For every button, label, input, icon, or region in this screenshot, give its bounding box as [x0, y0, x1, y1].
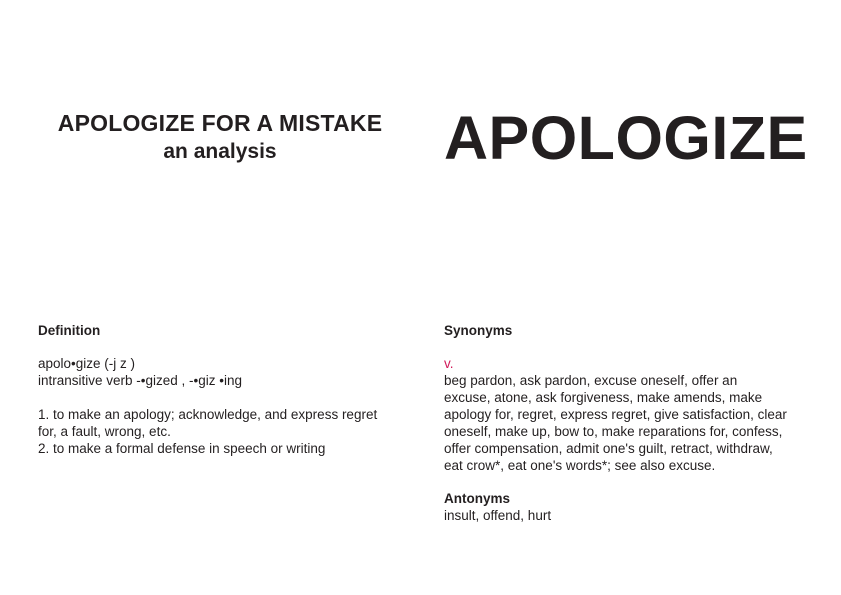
synonym-line: beg pardon, ask pardon, excuse oneself, offer an	[444, 373, 738, 388]
synonym-line: apology for, regret, express regret, give satisfaction, clear	[444, 407, 787, 422]
definition-section	[38, 322, 408, 457]
antonyms-heading: Antonyms	[444, 491, 511, 506]
document-title	[30, 108, 410, 166]
definition-sense: 2. to make a formal defense in speech or writing	[38, 441, 326, 456]
antonyms-section	[444, 490, 814, 524]
synonym-line: oneself, make up, bow to, make reparations for, confess,	[444, 424, 783, 439]
part-of-speech: v.	[444, 356, 454, 371]
synonym-line: eat crow*, eat one's words*; see also excuse.	[444, 458, 716, 473]
synonyms-section	[444, 322, 814, 474]
definition-sense: for, a fault, wrong, etc.	[38, 424, 171, 439]
grammar-forms: intransitive verb -•gized , -•giz •ing	[38, 373, 243, 388]
title-line-2: an analysis	[163, 140, 277, 163]
title-line-1: APOLOGIZE FOR A MISTAKE	[57, 110, 383, 136]
definition-heading: Definition	[38, 323, 101, 338]
antonyms-list: insult, offend, hurt	[444, 508, 552, 523]
synonym-line: excuse, atone, ask forgiveness, make amends, make	[444, 390, 763, 405]
spacer	[38, 389, 408, 406]
headword: APOLOGIZE	[444, 104, 808, 172]
pronunciation: apolo•gize (-j z )	[38, 356, 136, 371]
synonym-line: offer compensation, admit one's guilt, retract, withdraw,	[444, 441, 773, 456]
definition-sense: 1. to make an apology; acknowledge, and express regret	[38, 407, 378, 422]
synonyms-heading: Synonyms	[444, 323, 513, 338]
